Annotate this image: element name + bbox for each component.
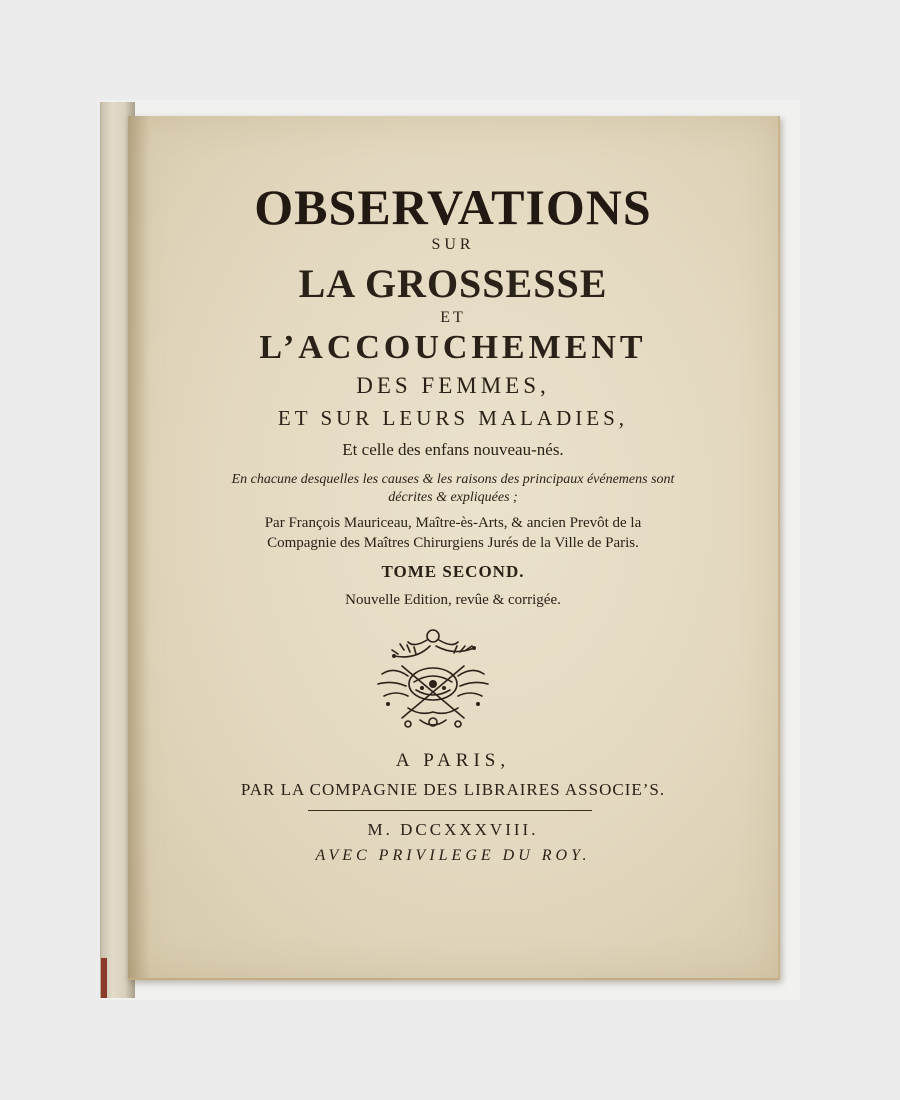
title-des-femmes: DES FEMMES, xyxy=(356,373,550,398)
title-la-grossesse: LA GROSSESSE xyxy=(298,261,608,306)
title-page xyxy=(128,116,780,980)
subtitle-line-1: En chacune desquelles les causes & les raisons des principaux événemens sont xyxy=(231,472,675,487)
title-accouchement: L’ACCOUCHEMENT xyxy=(259,329,647,366)
royal-privilege: AVEC PRIVILEGE DU ROY. xyxy=(315,847,591,864)
author-line-1: Par François Mauriceau, Maître-ès-Arts, & ancien Prevôt de la xyxy=(264,515,642,531)
edition-label: Nouvelle Edition, revûe & corrigée. xyxy=(345,592,561,608)
author-line-2: Compagnie des Maîtres Chirurgiens Jurés de la Ville de Paris. xyxy=(267,535,639,551)
imprint-publisher: PAR LA COMPAGNIE DES LIBRAIRES ASSOCIE’S. xyxy=(240,780,666,799)
title-leurs-maladies: ET SUR LEURS MALADIES, xyxy=(277,406,629,430)
red-cover-edge xyxy=(101,958,107,998)
imprint-divider-rule xyxy=(308,810,592,811)
floral-ornament-icon xyxy=(364,626,502,738)
title-enfans: Et celle des enfans nouveau-nés. xyxy=(342,440,564,459)
imprint-place: A PARIS, xyxy=(395,750,511,771)
subtitle-line-2: décrites & expliquées ; xyxy=(388,490,518,505)
title-et: ET xyxy=(440,309,466,326)
title-observations: OBSERVATIONS xyxy=(254,179,652,235)
volume-label: TOME SECOND. xyxy=(381,562,525,581)
imprint-date: M. DCCXXXVIII. xyxy=(367,820,539,839)
title-sur: SUR xyxy=(431,236,475,253)
